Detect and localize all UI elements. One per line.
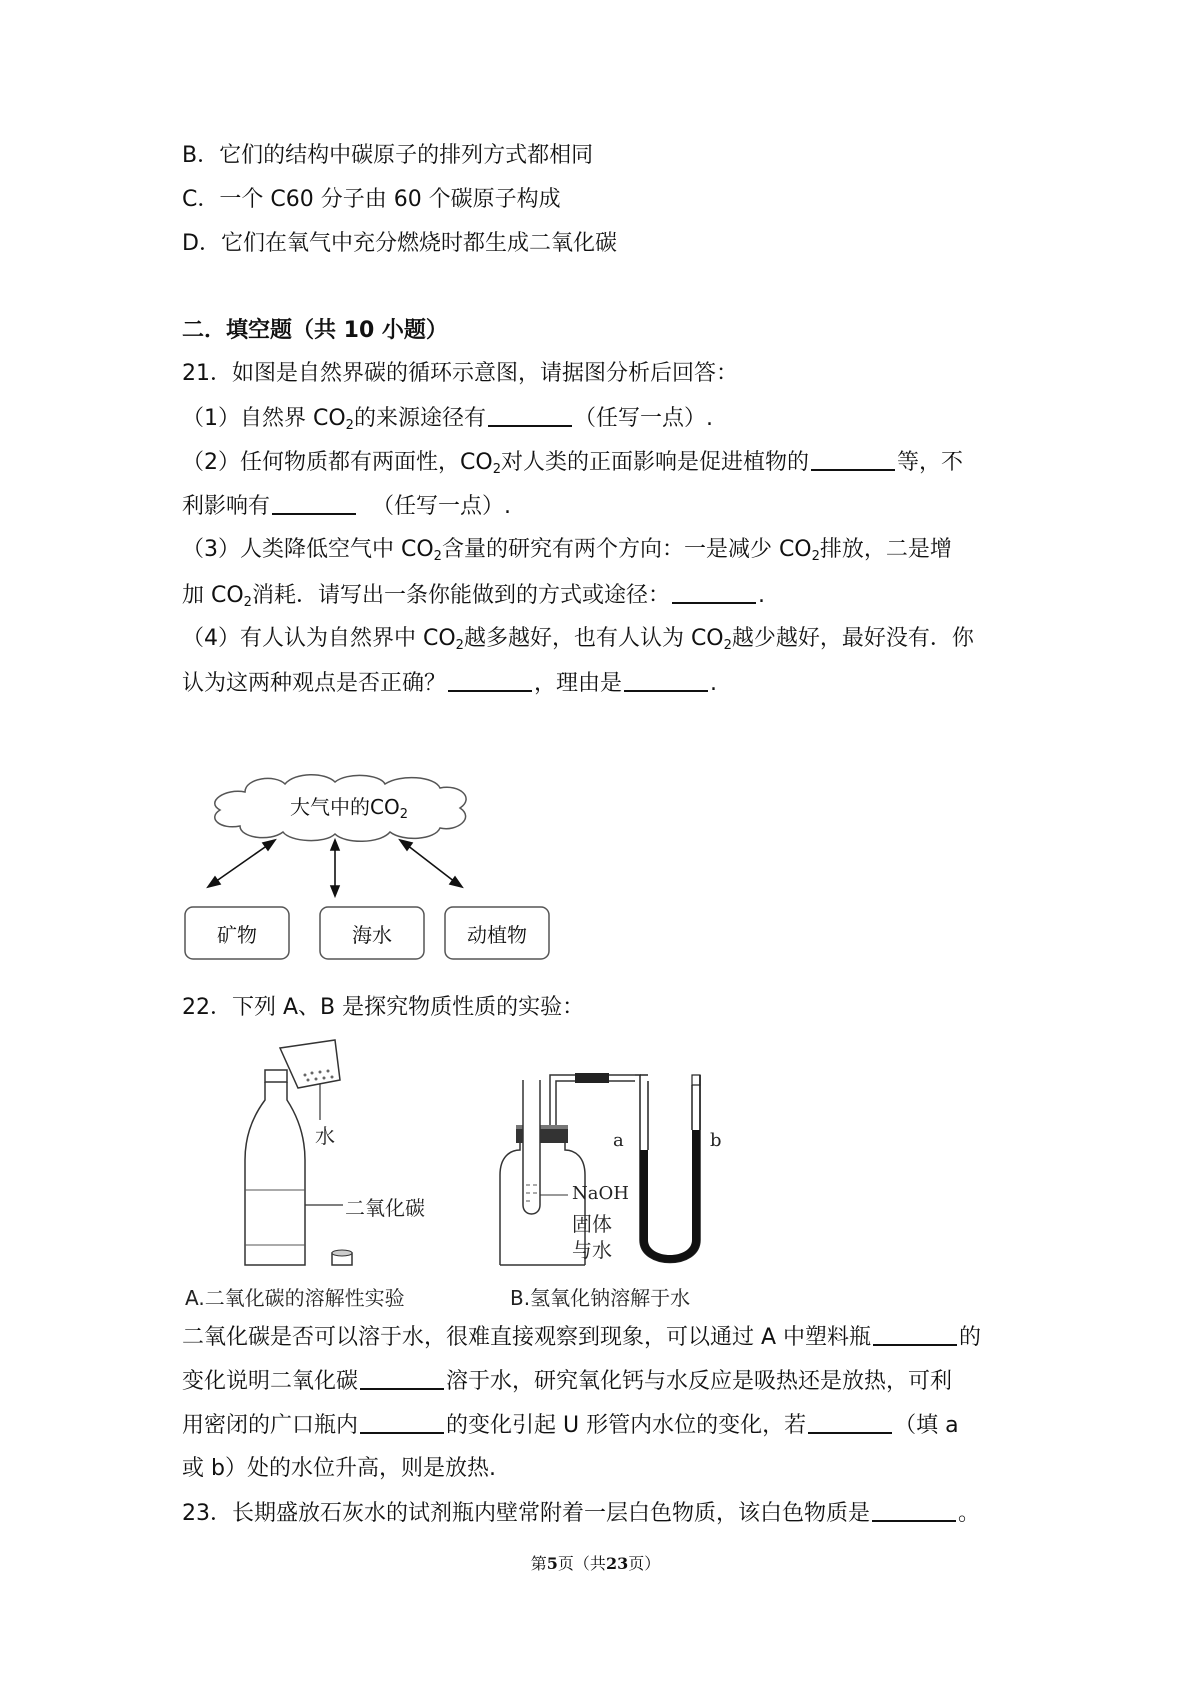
answer-blank[interactable]: [488, 403, 572, 427]
naoh-label: NaOH: [572, 1183, 629, 1204]
bottle-experiment-figure: [240, 1040, 390, 1270]
q21-part2-line1: （2）任何物质都有两面性，$CO_2$对人类的正面影响是促进植物的 等，不: [182, 447, 963, 478]
box-label-seawater: 海水: [352, 923, 392, 947]
q21-part3-line1: （3）人类降低空气中 $CO_2$含量的研究有两个方向：一是减少 $CO_2$排放，二是增: [182, 537, 952, 564]
answer-blank[interactable]: [624, 668, 708, 692]
q21-part2-line2: 利影响有 （任写一点）.: [182, 491, 511, 522]
answer-blank[interactable]: [808, 1410, 892, 1434]
with-water-label: 与水: [572, 1238, 612, 1262]
answer-blank[interactable]: [272, 491, 356, 515]
q21-part4-line2: 认为这两种观点是否正确？ ，理由是 .: [182, 668, 717, 699]
page-footer: 第5页（共23页）: [530, 1554, 661, 1573]
q21-part1: （1）自然界 $CO_2$的来源途径有 （任写一点）.: [182, 403, 713, 434]
answer-blank[interactable]: [873, 1322, 957, 1346]
q23: 23．长期盛放石灰水的试剂瓶内壁常附着一层白色物质，该白色物质是 。: [182, 1498, 980, 1529]
box-label-minerals: 矿物: [217, 923, 257, 947]
answer-blank[interactable]: [360, 1366, 444, 1390]
option-d: D．它们在氧气中充分燃烧时都生成二氧化碳: [182, 231, 617, 256]
caption-b: B.氢氧化钠溶解于水: [510, 1286, 691, 1310]
q21-part3-line2: 加 $CO_2$消耗．请写出一条你能做到的方式或途径： .: [182, 580, 765, 611]
cloud-label: 大气中的$CO_2$: [290, 795, 408, 822]
answer-blank[interactable]: [872, 1498, 956, 1522]
q21-part4-line1: （4）有人认为自然界中 $CO_2$越多越好，也有人认为 $CO_2$越少越好，最好没有．你: [182, 626, 974, 653]
water-label: 水: [315, 1124, 335, 1148]
label-a: a: [613, 1130, 624, 1151]
q22-stem: 22．下列 A、B 是探究物质性质的实验：: [182, 995, 585, 1020]
answer-blank[interactable]: [360, 1410, 444, 1434]
q21-stem: 21．如图是自然界碳的循环示意图，请据图分析后回答：: [182, 361, 738, 386]
section-title: 二．填空题（共 10 小题）: [182, 318, 448, 343]
q22-line4: 或 b）处的水位升高，则是放热.: [182, 1456, 496, 1481]
box-label-organisms: 动植物: [467, 923, 527, 947]
answer-blank[interactable]: [448, 668, 532, 692]
label-b: b: [710, 1130, 722, 1151]
q22-line1: 二氧化碳是否可以溶于水，很难直接观察到现象，可以通过 A 中塑料瓶 的: [182, 1322, 981, 1353]
option-c: C．一个 C60 分子由 60 个碳原子构成: [182, 187, 561, 212]
answer-blank[interactable]: [672, 580, 756, 604]
q22-line2: 变化说明二氧化碳 溶于水，研究氧化钙与水反应是吸热还是放热，可利: [182, 1366, 952, 1397]
caption-a: A.二氧化碳的溶解性实验: [185, 1286, 405, 1310]
answer-blank[interactable]: [811, 447, 895, 471]
solid-label: 固体: [572, 1212, 612, 1236]
co2-label: 二氧化碳: [345, 1196, 425, 1220]
q22-line3: 用密闭的广口瓶内 的变化引起 U 形管内水位的变化，若 （填 a: [182, 1410, 959, 1441]
option-b: B．它们的结构中碳原子的排列方式都相同: [182, 143, 594, 168]
